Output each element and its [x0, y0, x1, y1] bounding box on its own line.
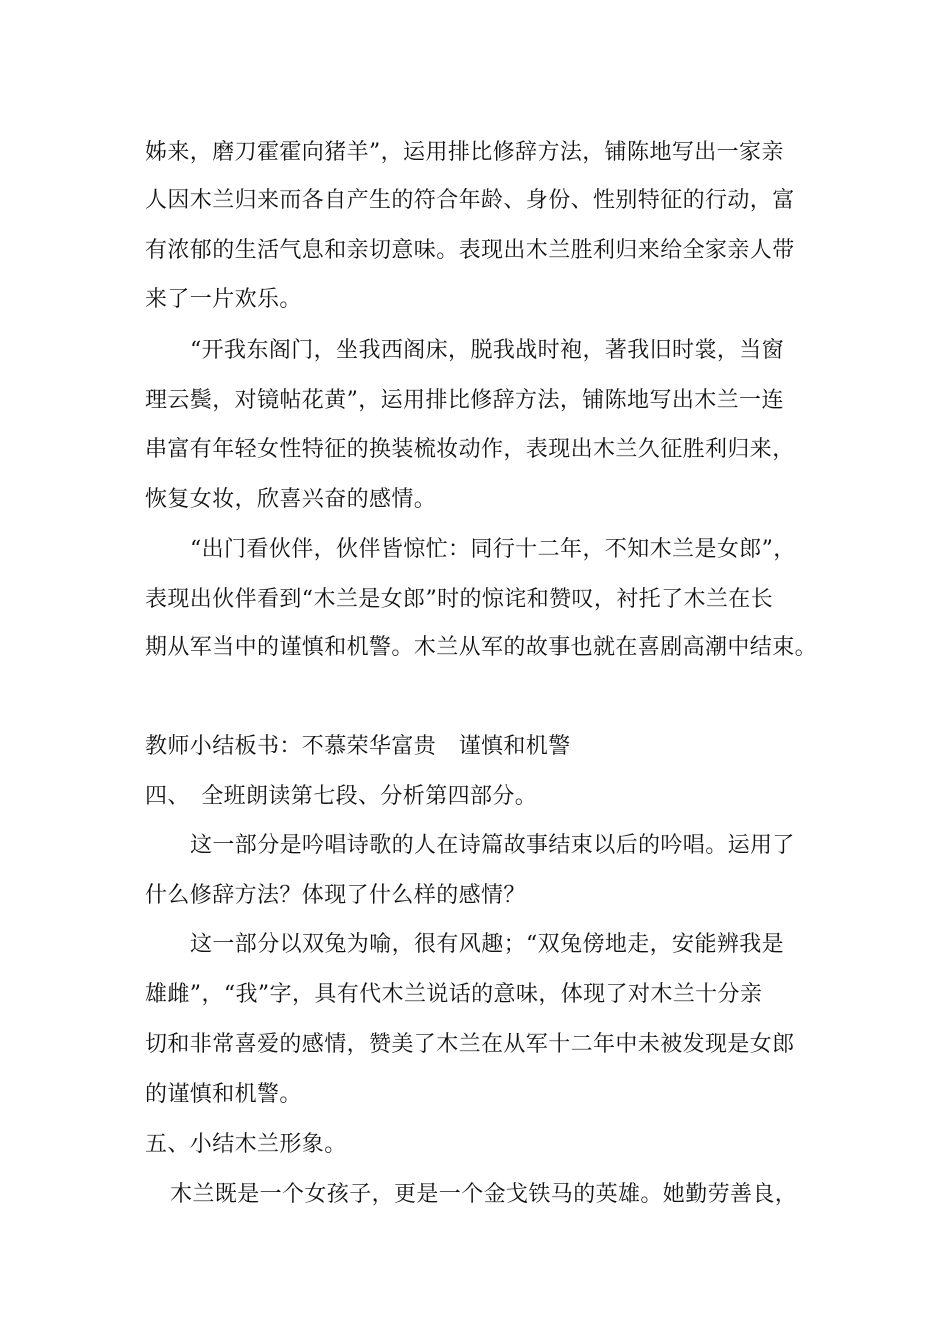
paragraph-line: 人因木兰归来而各自产生的符合年龄、身份、性别特征的行动，富 — [145, 188, 795, 213]
paragraph-line: 表现出伙伴看到“木兰是女郎”时的惊诧和赞叹，衬托了木兰在长 — [145, 587, 774, 612]
paragraph-line: 雄雌”，“我”字，具有代木兰说话的意味，体现了对木兰十分亲 — [145, 982, 763, 1007]
section-heading: 四、 全班朗读第七段、分析第四部分。 — [145, 784, 538, 809]
paragraph-line: 期从军当中的谨慎和机警。木兰从军的故事也就在喜剧高潮中结束。 — [145, 635, 818, 660]
paragraph-line: 姊来，磨刀霍霍向猪羊”，运用排比修辞方法，铺陈地写出一家亲 — [145, 140, 784, 165]
paragraph-line: 切和非常喜爱的感情，赞美了木兰在从军十二年中未被发现是女郎 — [145, 1032, 795, 1057]
summary-line: 教师小结板书：不慕荣华富贵 谨慎和机警 — [145, 734, 571, 759]
paragraph-line: 的谨慎和机警。 — [145, 1082, 302, 1107]
paragraph-line: 有浓郁的生活气息和亲切意味。表现出木兰胜利归来给全家亲人带 — [145, 238, 795, 263]
paragraph-line: 恢复女妆，欣喜兴奋的感情。 — [145, 487, 437, 512]
paragraph-line: 理云鬓，对镜帖花黄”，运用排比修辞方法，铺陈地写出木兰一连 — [145, 388, 784, 413]
paragraph-line: “出门看伙伴，伙伴皆惊忙：同行十二年，不知木兰是女郎”， — [190, 537, 796, 562]
paragraph-line: “开我东阁门，坐我西阁床，脱我战时袍，著我旧时裳，当窗 — [190, 338, 785, 363]
paragraph-line: 木兰既是一个女孩子，更是一个金戈铁马的英雄。她勤劳善良， — [170, 1182, 798, 1207]
paragraph-line: 什么修辞方法？体现了什么样的感情？ — [145, 883, 526, 908]
paragraph-line: 这一部分以双兔为喻，很有风趣；“双兔傍地走，安能辨我是 — [190, 932, 785, 957]
paragraph-line: 这一部分是吟唱诗歌的人在诗篇故事结束以后的吟唱。运用了 — [190, 833, 795, 858]
section-heading: 五、小结木兰形象。 — [145, 1132, 347, 1157]
paragraph-line: 串富有年轻女性特征的换装梳妆动作，表现出木兰久征胜利归来， — [145, 437, 795, 462]
paragraph-line: 来了一片欢乐。 — [145, 287, 302, 312]
